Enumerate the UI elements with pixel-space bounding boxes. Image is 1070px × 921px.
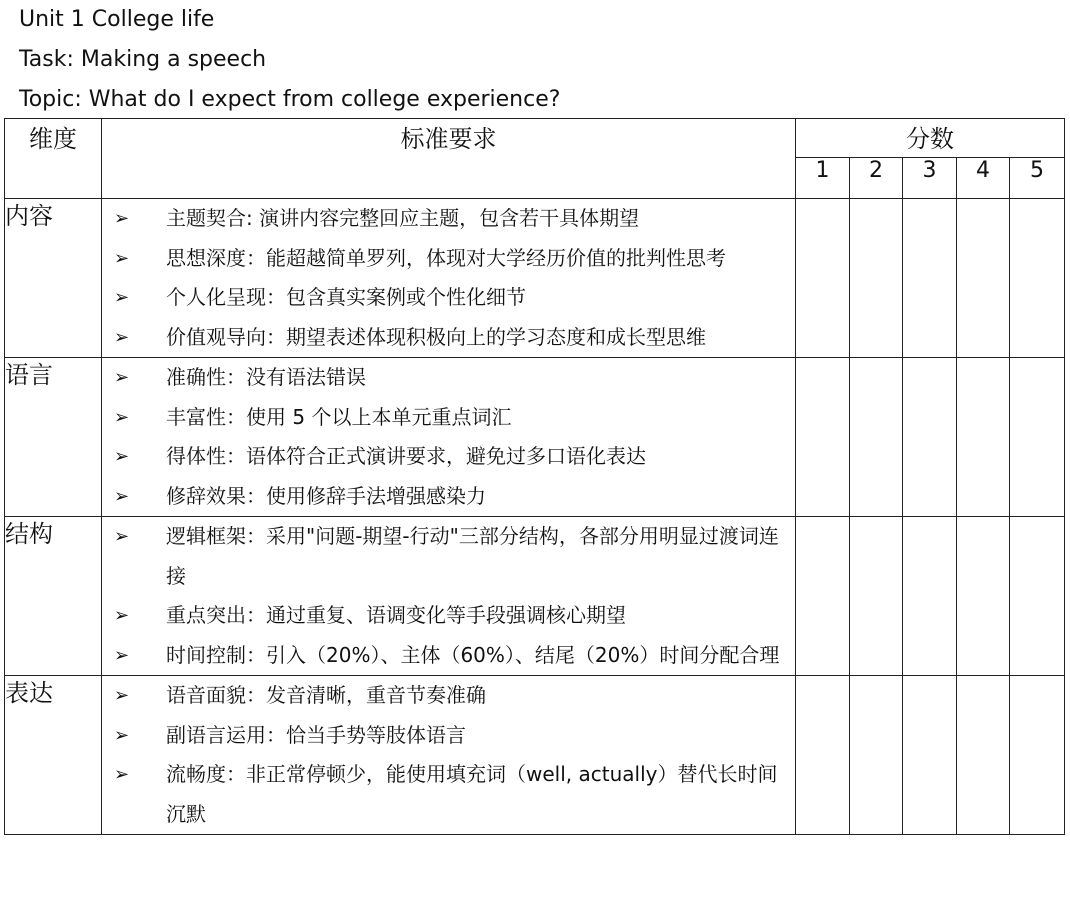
arrowhead-bullet-icon: ➢ — [114, 724, 130, 746]
score-cell-4[interactable] — [957, 199, 1010, 358]
arrowhead-bullet-icon: ➢ — [114, 685, 130, 706]
requirement-text: 准确性：没有语法错误 — [166, 365, 366, 389]
arrowhead-bullet-icon: ➢ — [114, 605, 130, 626]
score-level-5: 5 — [1010, 158, 1065, 199]
score-cell-2[interactable] — [850, 676, 903, 835]
score-cell-2[interactable] — [850, 358, 903, 517]
score-cell-5[interactable] — [1010, 358, 1065, 517]
requirement-cell — [102, 676, 796, 835]
requirement-text: 流畅度：非正常停顿少，能使用填充词（well, actually）替代长时间沉默 — [166, 762, 778, 826]
score-cell-1[interactable] — [796, 517, 850, 676]
score-cell-4[interactable] — [957, 358, 1010, 517]
requirement-list — [102, 517, 795, 675]
score-cell-2[interactable] — [850, 517, 903, 676]
arrowhead-bullet-icon: ➢ — [114, 247, 130, 269]
score-level-2: 2 — [850, 158, 903, 199]
requirement-cell — [102, 358, 796, 517]
score-cell-2[interactable] — [850, 199, 903, 358]
arrowhead-bullet-icon: ➢ — [114, 764, 130, 785]
arrowhead-bullet-icon: ➢ — [114, 326, 130, 348]
requirement-text: 个人化呈现：包含真实案例或个性化细节 — [166, 285, 526, 309]
rubric-row — [5, 676, 1065, 835]
requirement-item — [102, 398, 795, 438]
dimension-cell: 结构 — [5, 517, 102, 676]
arrowhead-bullet-icon: ➢ — [114, 287, 130, 308]
requirement-text: 丰富性：使用 5 个以上本单元重点词汇 — [166, 404, 512, 429]
rubric-row — [5, 358, 1065, 517]
requirement-text: 语音面貌：发音清晰，重音节奏准确 — [166, 683, 486, 707]
rubric-row — [5, 517, 1065, 676]
score-cell-5[interactable] — [1010, 676, 1065, 835]
task-line: Task: Making a speech — [19, 47, 267, 72]
requirement-item — [102, 676, 795, 716]
requirement-text: 主题契合: 演讲内容完整回应主题，包含若干具体期望 — [166, 206, 640, 230]
score-cell-5[interactable] — [1010, 199, 1065, 358]
requirement-text: 时间控制：引入（20%）、主体（60%）、结尾（20%）时间分配合理 — [166, 642, 780, 667]
dimension-cell: 内容 — [5, 199, 102, 358]
requirement-item — [102, 358, 795, 398]
score-level-3: 3 — [903, 158, 957, 199]
score-cell-4[interactable] — [957, 517, 1010, 676]
requirement-item — [102, 636, 795, 676]
requirement-text: 修辞效果：使用修辞手法增强感染力 — [166, 483, 486, 508]
requirement-item — [102, 239, 795, 279]
requirement-item — [102, 437, 795, 477]
requirement-cell — [102, 517, 796, 676]
arrowhead-bullet-icon: ➢ — [114, 208, 130, 229]
score-cell-3[interactable] — [903, 517, 957, 676]
requirement-text: 副语言运用：恰当手势等肢体语言 — [166, 722, 466, 747]
score-level-4: 4 — [957, 158, 1010, 199]
requirement-item — [102, 477, 795, 517]
arrowhead-bullet-icon: ➢ — [114, 485, 130, 507]
requirement-text: 价值观导向：期望表述体现积极向上的学习态度和成长型思维 — [166, 324, 706, 349]
requirement-item — [102, 755, 795, 834]
requirement-item — [102, 278, 795, 318]
dimension-cell: 表达 — [5, 676, 102, 835]
score-header: 分数 — [796, 119, 1065, 158]
requirement-cell — [102, 199, 796, 358]
requirement-text: 重点突出：通过重复、语调变化等手段强调核心期望 — [166, 603, 626, 627]
requirement-item — [102, 517, 795, 596]
score-cell-3[interactable] — [903, 358, 957, 517]
requirement-text: 得体性：语体符合正式演讲要求，避免过多口语化表达 — [166, 444, 646, 468]
requirement-header: 标准要求 — [102, 119, 796, 199]
score-cell-5[interactable] — [1010, 517, 1065, 676]
score-cell-4[interactable] — [957, 676, 1010, 835]
arrowhead-bullet-icon: ➢ — [114, 367, 130, 388]
requirement-item — [102, 596, 795, 636]
requirement-text: 逻辑框架：采用"问题-期望-行动"三部分结构，各部分用明显过渡词连接 — [166, 524, 779, 588]
requirement-list — [102, 676, 795, 834]
arrowhead-bullet-icon: ➢ — [114, 446, 130, 467]
score-cell-1[interactable] — [796, 199, 850, 358]
rubric-table — [4, 118, 1065, 835]
score-cell-1[interactable] — [796, 358, 850, 517]
requirement-item — [102, 716, 795, 756]
requirement-item — [102, 318, 795, 358]
requirement-list — [102, 358, 795, 516]
score-cell-3[interactable] — [903, 676, 957, 835]
unit-title: Unit 1 College life — [19, 7, 215, 32]
requirement-list — [102, 199, 795, 357]
rubric-row — [5, 199, 1065, 358]
dimension-header: 维度 — [5, 119, 102, 199]
topic-line: Topic: What do I expect from college experience? — [19, 87, 561, 112]
dimension-cell: 语言 — [5, 358, 102, 517]
arrowhead-bullet-icon: ➢ — [114, 526, 130, 547]
score-cell-1[interactable] — [796, 676, 850, 835]
requirement-text: 思想深度：能超越简单罗列，体现对大学经历价值的批判性思考 — [166, 245, 726, 270]
requirement-item — [102, 199, 795, 239]
score-level-1: 1 — [796, 158, 850, 199]
arrowhead-bullet-icon: ➢ — [114, 644, 130, 666]
arrowhead-bullet-icon: ➢ — [114, 406, 130, 428]
score-cell-3[interactable] — [903, 199, 957, 358]
